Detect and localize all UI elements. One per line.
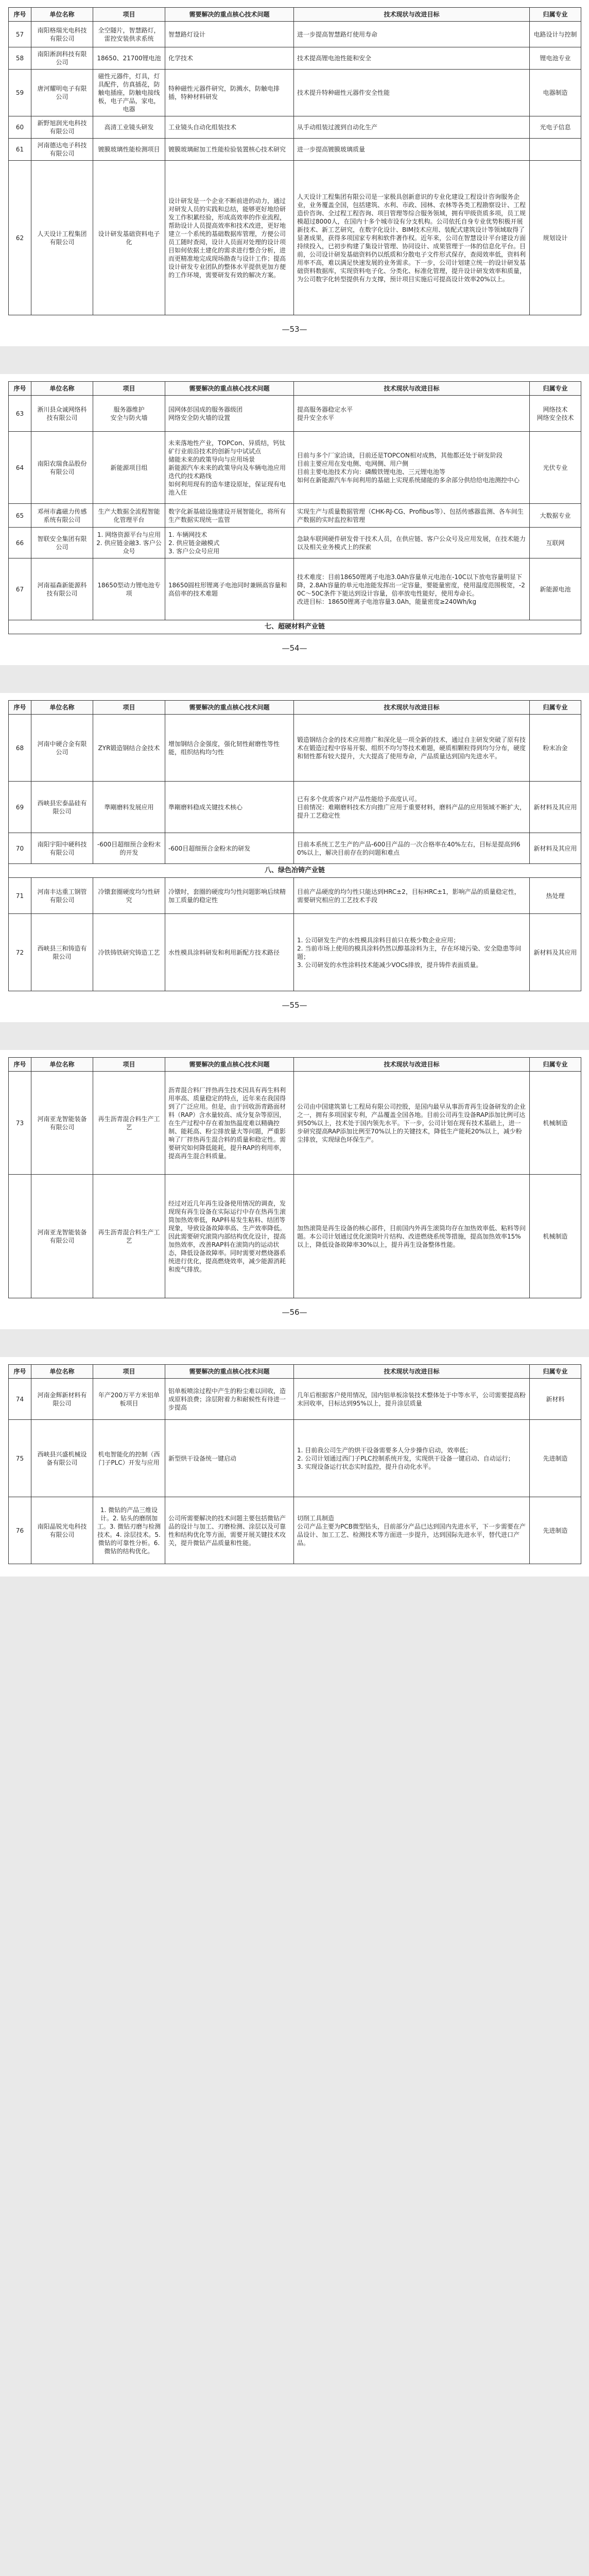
cell-need xyxy=(165,432,294,504)
cell-field: 大数据专业 xyxy=(530,504,581,528)
table-row xyxy=(9,914,581,991)
cell-no: 69 xyxy=(9,782,31,833)
cell-field: 光电子信息 xyxy=(530,116,581,139)
cell-line: 安全与防火墙 xyxy=(110,414,148,421)
page-number: —53— xyxy=(282,325,307,334)
cell-need: 化学技术 xyxy=(165,47,294,70)
cell-field xyxy=(530,396,581,432)
cell-need: 冷镦时，套圈的硬度均匀性问题影响后续精加工质量的稳定性 xyxy=(165,878,294,914)
cell-need: 新型烘干设备统一键启动 xyxy=(165,1420,294,1497)
cell-line: 3. 公司研发的水性涂料技术能减少VOCs排放，提升铸件表面质量。 xyxy=(297,961,482,969)
cell-goal xyxy=(294,782,530,833)
header-company: 单位名称 xyxy=(31,1058,93,1072)
cell-company: 人天设计工程集团有限公司 xyxy=(31,161,93,315)
cell-no: 64 xyxy=(9,432,31,504)
cell-company: 西峡县三和铸造有限公司 xyxy=(31,914,93,991)
page-number: —55— xyxy=(282,1001,307,1010)
cell-line: 网络安全技术 xyxy=(536,414,574,421)
cell-need: -600目超细预合金粉末的研发 xyxy=(165,833,294,864)
table-row xyxy=(9,47,581,70)
table-row xyxy=(9,1072,581,1175)
cell-goal xyxy=(294,1420,530,1497)
cell-need: 準剛磨料稳成关键技术核心 xyxy=(165,782,294,833)
cell-goal: 技术提升特种磁性元器件安全性能 xyxy=(294,70,530,116)
table-row xyxy=(9,715,581,782)
cell-company: 西峡县兴盛机械设备有限公司 xyxy=(31,1420,93,1497)
header-field: 归属专业 xyxy=(530,382,581,396)
header-project: 项目 xyxy=(93,1365,165,1379)
header-need: 需要解决的重点核心技术问题 xyxy=(165,1058,294,1072)
section-heading-row xyxy=(9,864,581,878)
cell-field xyxy=(530,139,581,161)
header-project: 项目 xyxy=(93,8,165,22)
section-heading: 七、超硬材料产业链 xyxy=(9,620,581,634)
cell-line: 3. 实现设备运行状态实时监控，提升自动化水平。 xyxy=(297,1463,435,1470)
cell-no: 68 xyxy=(9,715,31,782)
cell-field: 新材料及其应用 xyxy=(530,833,581,864)
cell-field: 锂电池专业 xyxy=(530,47,581,70)
needs-table xyxy=(8,381,581,634)
needs-table xyxy=(8,700,581,991)
page-gap xyxy=(0,1329,589,1357)
cell-line: 技术难度：目前18650锂离子电池3.0Ah容量单元电池在-10C以下放电容量明显下降，2.8Ah容量的单元电池能发挥出一定容量，要能量密度，使用温度范围极宽，-20C～50C条件下能达到设计容量，倍率放电性能好，使用寿命长。 xyxy=(297,573,525,597)
cell-line: 2. 当前市场上使用的模具涂料仍然以醇基涂料为主，存在环境污染、安全隐患等问题； xyxy=(297,944,522,960)
cell-field: 新能源电池 xyxy=(530,558,581,620)
cell-line: 如何利用现有的造车建设原址，保证现有电池入住 xyxy=(168,480,286,496)
cell-line: 新能源汽车未来的政策导向及车辆电池应用迭代的技术路线 xyxy=(168,464,286,480)
header-need: 需要解决的重点核心技术问题 xyxy=(165,1365,294,1379)
cell-line: 2. 供应链金融模式 xyxy=(168,539,220,547)
table-row xyxy=(9,528,581,558)
page xyxy=(0,1357,589,1577)
cell-goal xyxy=(294,396,530,432)
cell-line: 提升安全水平 xyxy=(297,414,335,421)
cell-company: 南阳淅润科技有限公司 xyxy=(31,47,93,70)
cell-project: 再生沥青混合料生产工艺 xyxy=(93,1175,165,1298)
cell-line: 1. 目前我公司生产的烘干设备需要多人分步操作启动，效率低； xyxy=(297,1446,472,1454)
cell-line: 网络技术 xyxy=(543,405,568,413)
cell-line: 未来落地性产业，TOPCon、异质结，钙钛矿行业前沿技术的创新与中试试点 xyxy=(168,439,286,455)
header-project: 项目 xyxy=(93,1058,165,1072)
cell-project: 1. 网络资源平台与应用2. 供应链金融3. 客户公众号 xyxy=(93,528,165,558)
page-number: —56— xyxy=(282,1308,307,1317)
cell-line: 3. 客户公众号应用 xyxy=(168,547,220,555)
section-heading: 八、绿色冶铸产业链 xyxy=(9,864,581,878)
header-need: 需要解决的重点核心技术问题 xyxy=(165,701,294,715)
header-goal: 技术现状与改进目标 xyxy=(294,8,530,22)
table-row xyxy=(9,1497,581,1564)
header-company: 单位名称 xyxy=(31,701,93,715)
page xyxy=(0,0,589,346)
cell-project: 冷铁铸铁研究铸造工艺 xyxy=(93,914,165,991)
cell-goal: 进一步提高智慧路灯使用寿命 xyxy=(294,22,530,47)
cell-need: 数字化新基础设施建设开展智能化，将所有生产数据实现统一监管 xyxy=(165,504,294,528)
cell-no: 72 xyxy=(9,914,31,991)
cell-field: 机械制造 xyxy=(530,1072,581,1175)
cell-company: 河南丰达重工钢管有限公司 xyxy=(31,878,93,914)
cell-goal: 公司由中国建筑第七工程局有限公司控股，是国内最早从事沥青再生设备研发的企业之一，拥有多项国家专利，产品覆盖全国各地。目前公司再生设备RAP添加比例可达到50%以上，技术处于国内领先水平。下一步，公司计划在现有技术基础上，进一步研究提高RAP添加比例至70%以上的关键技术，降低生产能耗20%以上，减少粉尘排放，实现绿色环保生产。 xyxy=(294,1072,530,1175)
cell-field: 新材料及其应用 xyxy=(530,782,581,833)
cell-company: 邓州市鑫磁力传感系统有限公司 xyxy=(31,504,93,528)
cell-line: 2. 公司计划通过西门子PLC控制系统开发，实现烘干设备一键启动、自动运行； xyxy=(297,1454,514,1462)
cell-company: 南阳格瑞光电科技有限公司 xyxy=(31,22,93,47)
cell-field: 互联网 xyxy=(530,528,581,558)
cell-company: 河南亚龙智能装备有限公司 xyxy=(31,1175,93,1298)
cell-field: 机械制造 xyxy=(530,1175,581,1298)
cell-no: 61 xyxy=(9,139,31,161)
table-row xyxy=(9,1175,581,1298)
table-row xyxy=(9,161,581,315)
header-field: 归属专业 xyxy=(530,1058,581,1072)
cell-field: 热处理 xyxy=(530,878,581,914)
cell-no: 59 xyxy=(9,70,31,116)
page-gap xyxy=(0,1022,589,1050)
table-row xyxy=(9,558,581,620)
cell-project: -600目超细预合金粉末的开发 xyxy=(93,833,165,864)
table-header-row xyxy=(9,8,581,22)
needs-table xyxy=(8,1364,581,1564)
header-no: 序号 xyxy=(9,1058,31,1072)
cell-need: 智慧路灯设计 xyxy=(165,22,294,47)
cell-need: 水性模具涂料研发和利用新配方技术路径 xyxy=(165,914,294,991)
cell-goal: 从手动组装过渡到自动化生产 xyxy=(294,116,530,139)
cell-project: 1. 微钻的产品三维设计。2. 钻头的磨削加工。3. 微钻刃磨与检测技术。4. 涂层技术。5. 微钻的可靠性分析。6. 微钻的结构优化。 xyxy=(93,1497,165,1564)
cell-line: 1. 车辆网技术 xyxy=(168,531,207,538)
cell-field: 电路设计与控制 xyxy=(530,22,581,47)
table-header-row xyxy=(9,1365,581,1379)
cell-need: 沥青混合料厂拌热再生技术因具有再生料利用率高、质量稳定的特点，近年来在我国得到了广泛应用。但是，由于回收沥青路面材料（RAP）含水量较高、成分复杂等原因，在生产过程中存在着加热温度难以精确控制、能耗高、粉尘排放量大等问题，严重影响了厂拌热再生混合料的质量和稳定性。需要研究如何降低能耗，提升RAP的利用率，提高再生混合料质量。 xyxy=(165,1072,294,1175)
cell-no: 66 xyxy=(9,528,31,558)
cell-project: 18650型动力锂电池专项 xyxy=(93,558,165,620)
cell-no: 74 xyxy=(9,1379,31,1420)
cell-line: 提高服务器稳定水平 xyxy=(297,405,353,413)
page xyxy=(0,1050,589,1329)
table-row xyxy=(9,396,581,432)
cell-line: 如何在新能源汽车车间利用的基础上实现系统储能的多余部分供给给电池测控中心 xyxy=(297,476,520,484)
cell-project xyxy=(93,396,165,432)
cell-no: 60 xyxy=(9,116,31,139)
header-goal: 技术现状与改进目标 xyxy=(294,382,530,396)
cell-goal: 急缺车联网硬件研发骨干技术人员，在供应链、客户公众号及应用发展，在技术能力以及相关业务模式上的探索 xyxy=(294,528,530,558)
cell-goal xyxy=(294,432,530,504)
table-row xyxy=(9,833,581,864)
table-row xyxy=(9,116,581,139)
header-company: 单位名称 xyxy=(31,1365,93,1379)
header-need: 需要解决的重点核心技术问题 xyxy=(165,382,294,396)
cell-field: 光伏专业 xyxy=(530,432,581,504)
cell-company: 南阳晶锐光电科技有限公司 xyxy=(31,1497,93,1564)
cell-no: 76 xyxy=(9,1497,31,1564)
cell-company: 河南中硬合金有限公司 xyxy=(31,715,93,782)
header-goal: 技术现状与改进目标 xyxy=(294,1365,530,1379)
table-header-row xyxy=(9,1058,581,1072)
cell-goal xyxy=(294,914,530,991)
cell-company: 南阳宇阳中硬科技有限公司 xyxy=(31,833,93,864)
needs-table xyxy=(8,7,581,315)
header-project: 项目 xyxy=(93,382,165,396)
table-header-row xyxy=(9,701,581,715)
cell-company: 唐河耀明电子有限公司 xyxy=(31,70,93,116)
cell-need: 增加钢结合金强度，强化韧性耐磨性等性能，组织结构均匀性 xyxy=(165,715,294,782)
cell-line: 网络安全防火墙的设置 xyxy=(168,414,231,421)
cell-line: 1. 公司研发生产的水性模具涂料目前只在极少数企业应用； xyxy=(297,936,460,944)
cell-goal: 实现生产与质量数据管理（CHK-RJ-CG、Profibus等）、包括传感器监测、各车间生产数据的实时监控和管理 xyxy=(294,504,530,528)
table-row xyxy=(9,1420,581,1497)
cell-goal: 几年后根据客户使用情况，国内铝单板涂装技术整体处于中等水平，公司需要提高粉末回收率，目标达到95%以上，提升涂层质量 xyxy=(294,1379,530,1420)
header-company: 单位名称 xyxy=(31,382,93,396)
cell-goal: 人天设计工程集团有限公司是一家极具创新意识的专业化建设工程设计咨询服务企业，业务覆盖全国，包括建筑、水利、市政、园林、农林等各类工程勘察设计、工程造价咨询、全过程工程咨询、项目管理等综合服务领域，拥有甲级资质多项，员工规模超过8000人，在国内十多个城市设有分支机构。公司依托自身专业优势积极开展新技术、新工艺研究，在数字化设计、BIM技术应用、装配式建筑设计等领域取得了显著成果，获得多项国家专利和软件著作权。近年来，公司在智慧设计平台建设方面持续投入，已初步构建了集设计管理、协同设计、成果管理于一体的信息化平台。目前，公司设计研发基础资料仍以纸质和分散电子文件形式保存，查阅效率低，资料利用率不高，难以满足快速发展的业务需求。下一步，公司计划建立统一的设计研发基础资料数据库，实现资料电子化、分类化、标准化管理，提升设计研发效率和质量，为公司数字化转型提供有力支撑，预计项目实施后可提高设计效率20%以上。 xyxy=(294,161,530,315)
cell-goal xyxy=(294,1497,530,1564)
cell-line: 储能未来的政策导向与应用场景 xyxy=(168,455,255,463)
cell-no: 73 xyxy=(9,1072,31,1175)
table-row xyxy=(9,22,581,47)
header-no: 序号 xyxy=(9,8,31,22)
cell-line: 国网体彭国成的服务器级团 xyxy=(168,405,243,413)
cell-line: 改进目标：18650锂离子电池容量3.0Ah，能量密度≥240Wh/kg xyxy=(297,598,477,605)
cell-goal: 技术提高锂电池性能和安全 xyxy=(294,47,530,70)
cell-project: 再生沥青混合料生产工艺 xyxy=(93,1072,165,1175)
cell-field: 先进制造 xyxy=(530,1420,581,1497)
cell-line: 切削工具制造 xyxy=(297,1514,335,1522)
cell-company: 河南亚龙智能装备有限公司 xyxy=(31,1072,93,1175)
cell-no: 71 xyxy=(9,878,31,914)
table-row xyxy=(9,504,581,528)
cell-need: 镀膜玻璃耐加工性能检验装置核心技术研究 xyxy=(165,139,294,161)
table-row xyxy=(9,432,581,504)
cell-need xyxy=(165,528,294,558)
cell-line: 服务器维护 xyxy=(113,405,145,413)
cell-goal: 锻造钢结合金的技术应用推广和深化是一项全新的技术，通过自主研发突破了原有技术在锻造过程中容易开裂、组织不均匀等技术难题，硬质相颗粒得到均匀分布，硬度和韧性都有较大提升，大大提高了使用寿命，产品质量达到国内先进水平。 xyxy=(294,715,530,782)
cell-project: 机电智能化的控制（西门子PLC）开发与应用 xyxy=(93,1420,165,1497)
table-row xyxy=(9,70,581,116)
header-field: 归属专业 xyxy=(530,1365,581,1379)
cell-no: 67 xyxy=(9,558,31,620)
cell-company: 河南金辉新材料有限公司 xyxy=(31,1379,93,1420)
cell-need: 特种磁性元器件研究，防溅水，防触电排插，特种材料研发 xyxy=(165,70,294,116)
cell-goal: 进一步提高镀膜玻璃质量 xyxy=(294,139,530,161)
cell-project: ZYR锻造钢结合金技术 xyxy=(93,715,165,782)
cell-field: 粉末冶金 xyxy=(530,715,581,782)
cell-need: 工业镜头自动化组装技术 xyxy=(165,116,294,139)
cell-company: 河南福森新能源科技有限公司 xyxy=(31,558,93,620)
cell-line: 公司产品主要为PCB微型钻头，目前部分产品已达到国内先进水平，下一步需要在产品设计、加工工艺、检测技术等方面进一步提升，达到国际先进水平，替代进口产品。 xyxy=(297,1522,526,1547)
cell-goal: 目前产品硬度的均匀性只能达到HRC±2，目标HRC±1，影响产品的质量稳定性，需要研究相应的工艺技术手段 xyxy=(294,878,530,914)
cell-line: 目前主要电池技术方向：磷酸铁锂电池、三元锂电池等 xyxy=(297,468,446,476)
cell-no: 65 xyxy=(9,504,31,528)
cell-project: 準剛磨料发展应用 xyxy=(93,782,165,833)
page-gap xyxy=(0,665,589,693)
cell-goal: 加热滚筒是再生设备的核心部件，目前国内外再生滚筒均存在加热效率低、粘料等问题。本公司计划通过优化滚筒叶片结构、改进燃烧系统等措施，提高加热效率15%以上，降低设备故障率30%以上，提升再生设备整体性能。 xyxy=(294,1175,530,1298)
cell-line: 目前情况：难剛磨料技术方向推广应用于重要材料，磨料产品的应用领域不断扩大，提升工艺稳定性 xyxy=(297,803,526,819)
cell-need: 经过对近几年再生设备使用情况的调查，发现现有再生设备在实际运行中存在热再生滚筒加热效率低，RAP料易发生粘料、结团等现象，导致设备故障率高、生产效率降低。因此需要研究滚筒内部结构优化设计，提高加热效率，改善RAP料在滚筒内的运动状态，降低设备故障率。同时需要对燃烧器系统进行优化，提高燃烧效率，减少能源消耗和废气排放。 xyxy=(165,1175,294,1298)
cell-no: 63 xyxy=(9,396,31,432)
cell-field: 规划设计 xyxy=(530,161,581,315)
page xyxy=(0,693,589,1022)
cell-project: 冷镦套圈硬度均匀性研究 xyxy=(93,878,165,914)
page xyxy=(0,374,589,665)
header-field: 归属专业 xyxy=(530,8,581,22)
table-row xyxy=(9,878,581,914)
header-field: 归属专业 xyxy=(530,701,581,715)
cell-company: 淅川县众诚网络科技有限公司 xyxy=(31,396,93,432)
page-gap xyxy=(0,346,589,374)
cell-project: 18650、21700锂电池 xyxy=(93,47,165,70)
cell-project: 新能源项目组 xyxy=(93,432,165,504)
cell-project: 镀膜玻璃性能检测项目 xyxy=(93,139,165,161)
cell-field: 新材料 xyxy=(530,1379,581,1420)
cell-company: 南阳农瑞食品股份有限公司 xyxy=(31,432,93,504)
cell-company: 新野旭润光电科技有限公司 xyxy=(31,116,93,139)
cell-no: 70 xyxy=(9,833,31,864)
header-goal: 技术现状与改进目标 xyxy=(294,701,530,715)
cell-need: 18650圆柱形锂离子电池同时兼顾高容量和高倍率的技术难题 xyxy=(165,558,294,620)
cell-goal xyxy=(294,558,530,620)
header-no: 序号 xyxy=(9,382,31,396)
header-company: 单位名称 xyxy=(31,8,93,22)
cell-project: 全空隧片，智慧路灯，雷控安装供求系统 xyxy=(93,22,165,47)
cell-company: 智联安全集团有限公司 xyxy=(31,528,93,558)
cell-no xyxy=(9,1175,31,1298)
header-no: 序号 xyxy=(9,701,31,715)
cell-company: 西峡县宏泰晶硅有限公司 xyxy=(31,782,93,833)
cell-project: 生产大数据全流程智能化管理平台 xyxy=(93,504,165,528)
cell-field: 电器制造 xyxy=(530,70,581,116)
cell-project: 年产200万平方米铝单板项目 xyxy=(93,1379,165,1420)
cell-field: 先进制造 xyxy=(530,1497,581,1564)
cell-need: 铝单板喷涂过程中产生的粉尘难以回收，造成原料浪费；涂层附着力和耐候性有待进一步提高 xyxy=(165,1379,294,1420)
cell-company: 河南德达电子科技有限公司 xyxy=(31,139,93,161)
cell-project: 设计研发基础资料电子化 xyxy=(93,161,165,315)
cell-no: 75 xyxy=(9,1420,31,1497)
header-no: 序号 xyxy=(9,1365,31,1379)
section-heading-row xyxy=(9,620,581,634)
needs-table xyxy=(8,1057,581,1298)
cell-goal: 目前本系统工艺生产的产品-600目产品的一次合格率在40%左右，目标是提高到60%以上，解决目前存在的问题和难点 xyxy=(294,833,530,864)
cell-no: 57 xyxy=(9,22,31,47)
cell-project: 高清工业镜头研发 xyxy=(93,116,165,139)
cell-line: 已有多个优质客户对产品性能给予高度认可。 xyxy=(297,795,421,803)
cell-need xyxy=(165,396,294,432)
table-row xyxy=(9,139,581,161)
header-goal: 技术现状与改进目标 xyxy=(294,1058,530,1072)
cell-no: 58 xyxy=(9,47,31,70)
table-header-row xyxy=(9,382,581,396)
cell-line: 目前与多个厂家洽谈，目前还是TOPCON相对成熟，其他都还处于研发阶段 xyxy=(297,451,503,459)
cell-project: 磁性元器件，灯具，灯具配件，仿真插花，防触电插座，防触电接线板，电子产品，家电，电器 xyxy=(93,70,165,116)
table-row xyxy=(9,782,581,833)
header-need: 需要解决的重点核心技术问题 xyxy=(165,8,294,22)
cell-field: 新材料及其应用 xyxy=(530,914,581,991)
cell-line: 目前主要应用在发电侧、电网侧、用户侧 xyxy=(297,460,409,467)
page-number: —54— xyxy=(282,643,307,653)
table-row xyxy=(9,1379,581,1420)
header-project: 项目 xyxy=(93,701,165,715)
cell-need: 设计研发是一个企业不断前进的动力，通过对研发人员的实践和总结，能够更好地给研发工作积累经验，形成高效率的作业流程，帮助设计人员提高效率和技术改进，更好地建立一个系统的基础数据库管理，方便公司员工随时查阅，设计人员面对处理的设计项目如何依据土建化的需求进行整合分析，进而更精准地完成现场勘查与设计工作；提高设计研发专业团队的整体水平提供更加方便的工作环境，需要研发有效的解决方案。 xyxy=(165,161,294,315)
cell-no: 62 xyxy=(9,161,31,315)
cell-need: 公司所需要解决的技术问题主要包括微钻产品的设计与加工、刃磨检测、涂层以及可靠性和结构优化等方面，需要开展关键技术攻关，提升微钻产品质量和性能。 xyxy=(165,1497,294,1564)
